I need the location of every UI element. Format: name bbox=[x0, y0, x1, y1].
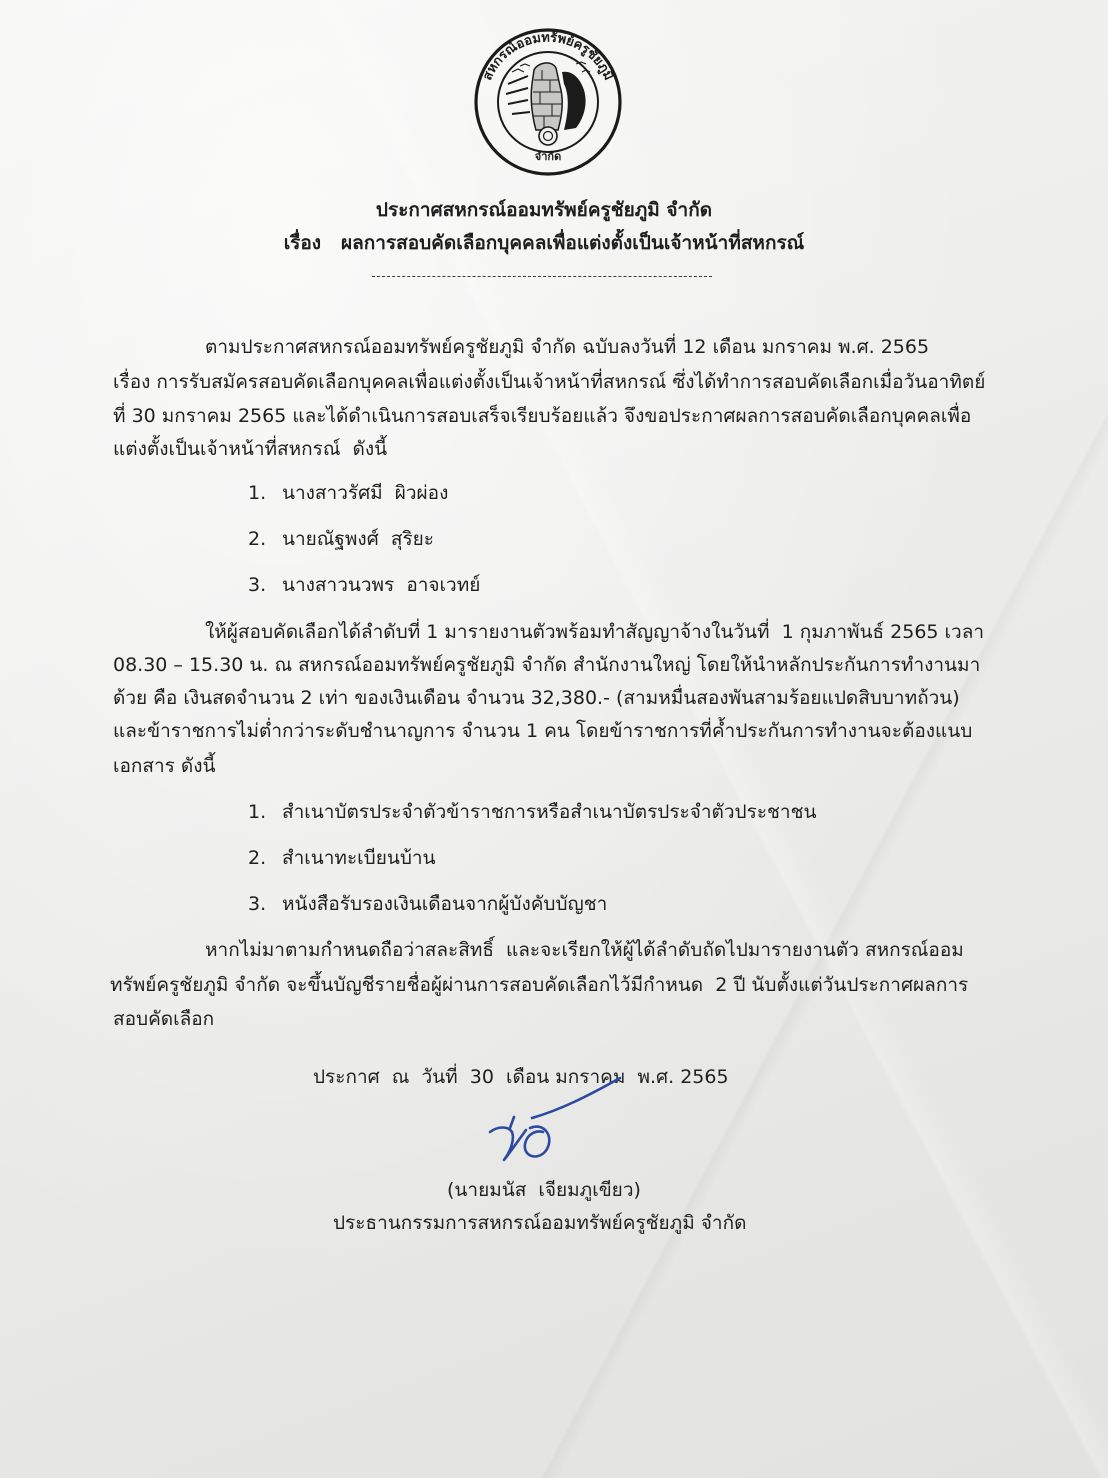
candidate-item bbox=[248, 525, 968, 553]
document-number: 3. bbox=[248, 893, 267, 915]
signatory-name: (นายมนัส เจียมภูเขียว) bbox=[447, 1179, 641, 1201]
seal-inner-drawing bbox=[506, 62, 590, 145]
document-number: 2. bbox=[248, 847, 267, 869]
document-item bbox=[248, 798, 968, 826]
seal-ring-text: สหกรณ์ออมทรัพย์ครูชัยภูมิ bbox=[480, 30, 616, 83]
candidate-name: นางสาวรัศมี ผิวผ่อง bbox=[282, 482, 449, 504]
paragraph2-line-5: เอกสาร ดังนี้ bbox=[113, 755, 216, 777]
document-item bbox=[248, 890, 968, 918]
paragraph1-line-1: ตามประกาศสหกรณ์ออมทรัพย์ครูชัยภูมิ จำกัด ฉบับลงวันที่ 12 เดือน มกราคม พ.ศ. 2565 bbox=[205, 336, 930, 358]
seal-bottom-text: จำกัด bbox=[534, 150, 562, 163]
document-item bbox=[248, 844, 968, 872]
paragraph3-line-1: หากไม่มาตามกำหนดถือว่าสละสิทธิ์ และจะเรียกให้ผู้ได้ลำดับถัดไปมารายงานตัว สหกรณ์ออม bbox=[205, 939, 964, 961]
title-divider bbox=[372, 276, 712, 277]
candidate-name: นายณัฐพงศ์ สุริยะ bbox=[282, 528, 434, 550]
subject-spacer bbox=[321, 232, 341, 254]
paragraph3-line-3: สอบคัดเลือก bbox=[113, 1008, 215, 1030]
candidate-number: 1. bbox=[248, 482, 267, 504]
signatory-position: ประธานกรรมการสหกรณ์ออมทรัพย์ครูชัยภูมิ จำกัด bbox=[333, 1212, 747, 1234]
paragraph3-line-2: ทรัพย์ครูชัยภูมิ จำกัด จะขึ้นบัญชีรายชื่อผู้ผ่านการสอบคัดเลือกไว้มีกำหนด 2 ปี นับตั้งแต่วันประกาศผลการ bbox=[110, 974, 969, 996]
subject-text: ผลการสอบคัดเลือกบุคคลเพื่อแต่งตั้งเป็นเจ้าหน้าที่สหกรณ์ bbox=[340, 232, 805, 254]
paragraph2-line-3: ด้วย คือ เงินสดจำนวน 2 เท่า ของเงินเดือน จำนวน 32,380.- (สามหมื่นสองพันสามร้อยแปดสิบบาทถ้วน) bbox=[113, 687, 960, 709]
candidate-number: 3. bbox=[248, 574, 267, 596]
paragraph1-line-4: แต่งตั้งเป็นเจ้าหน้าที่สหกรณ์ ดังนี้ bbox=[113, 438, 388, 460]
paragraph2-line-1: ให้ผู้สอบคัดเลือกได้ลำดับที่ 1 มารายงานตัวพร้อมทำสัญญาจ้างในวันที่ 1 กุมภาพันธ์ 2565 เวลา bbox=[205, 621, 985, 643]
announcement-subject bbox=[0, 229, 1088, 257]
announcement-title: ประกาศสหกรณ์ออมทรัพย์ครูชัยภูมิ จำกัด bbox=[375, 199, 713, 221]
document-text: สำเนาบัตรประจำตัวข้าราชการหรือสำเนาบัตรประจำตัวประชาชน bbox=[282, 801, 817, 823]
candidate-number: 2. bbox=[248, 528, 267, 550]
paragraph2-line-2: 08.30 – 15.30 น. ณ สหกรณ์ออมทรัพย์ครูชัยภูมิ จำกัด สำนักงานใหญ่ โดยให้นำหลักประกันการทำงานมา bbox=[113, 654, 981, 676]
paragraph1-line-2: เรื่อง การรับสมัครสอบคัดเลือกบุคคลเพื่อแต่งตั้งเป็นเจ้าหน้าที่สหกรณ์ ซึ่งได้ทำการสอบคัดเลือกเมื่อวันอาทิตย์ bbox=[113, 371, 986, 393]
document-text: สำเนาทะเบียนบ้าน bbox=[282, 847, 436, 869]
document-text: หนังสือรับรองเงินเดือนจากผู้บังคับบัญชา bbox=[282, 893, 608, 915]
candidate-item bbox=[248, 479, 968, 507]
candidate-item bbox=[248, 571, 968, 599]
paragraph1-line-3: ที่ 30 มกราคม 2565 และได้ดำเนินการสอบเสร็จเรียบร้อยแล้ว จึงขอประกาศผลการสอบคัดเลือกบุคคลเพื่อ bbox=[113, 405, 972, 427]
paragraph2-line-4: และข้าราชการไม่ต่ำกว่าระดับชำนาญการ จำนวน 1 คน โดยข้าราชการที่ค้ำประกันการทำงานจะต้องแนบ bbox=[113, 720, 973, 742]
cooperative-seal-logo bbox=[472, 26, 624, 178]
candidate-name: นางสาวนวพร อาจเวทย์ bbox=[282, 574, 481, 596]
announcement-date: ประกาศ ณ วันที่ 30 เดือน มกราคม พ.ศ. 2565 bbox=[313, 1066, 729, 1088]
document-number: 1. bbox=[248, 801, 267, 823]
subject-label: เรื่อง bbox=[283, 232, 322, 254]
